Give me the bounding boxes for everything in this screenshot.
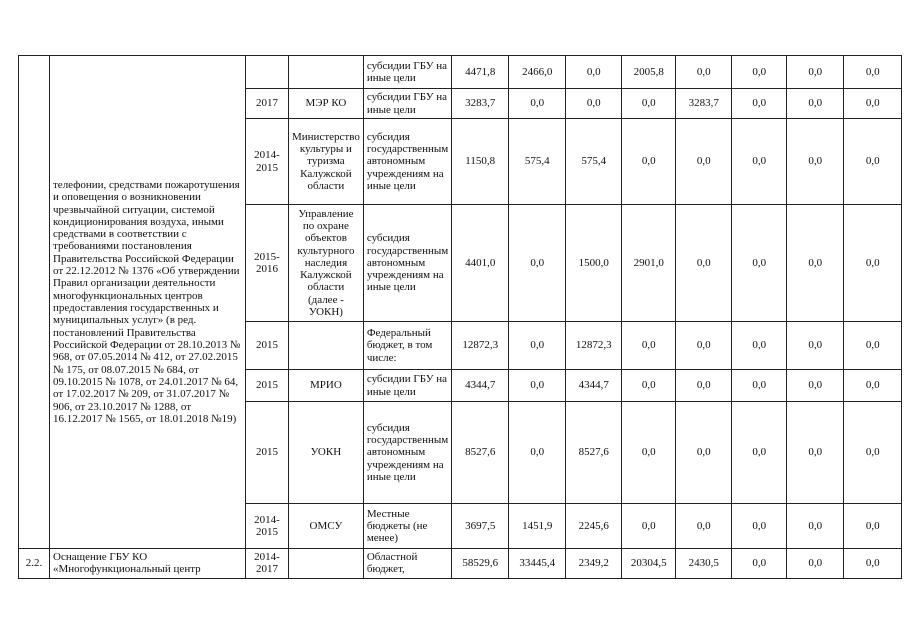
value-cell: 0,0 xyxy=(509,370,566,402)
executor-cell xyxy=(289,322,364,370)
value-cell: 0,0 xyxy=(787,205,844,322)
value-cell: 2349,2 xyxy=(566,549,622,579)
executor-cell: МРИО xyxy=(289,370,364,402)
value-cell: 2901,0 xyxy=(622,205,676,322)
value-cell: 0,0 xyxy=(622,504,676,549)
value-cell: 0,0 xyxy=(844,56,902,89)
value-cell: 575,4 xyxy=(509,119,566,205)
value-cell: 0,0 xyxy=(844,119,902,205)
value-cell: 1451,9 xyxy=(509,504,566,549)
value-cell: 0,0 xyxy=(566,89,622,119)
value-cell: 0,0 xyxy=(676,402,732,504)
value-cell: 2466,0 xyxy=(509,56,566,89)
value-cell: 0,0 xyxy=(787,56,844,89)
value-cell: 0,0 xyxy=(676,119,732,205)
value-cell: 0,0 xyxy=(844,549,902,579)
executor-cell xyxy=(289,56,364,89)
value-cell: 0,0 xyxy=(787,89,844,119)
value-cell: 0,0 xyxy=(732,56,787,89)
year-cell: 2014-2015 xyxy=(246,119,289,205)
value-cell: 58529,6 xyxy=(452,549,509,579)
value-cell: 4401,0 xyxy=(452,205,509,322)
value-cell: 0,0 xyxy=(622,370,676,402)
program-funding-table xyxy=(18,55,902,579)
executor-cell: Министерство культуры и туризма Калужской области xyxy=(289,119,364,205)
measure-description: телефонии, средствами пожаротушения и оповещения о возникновении чрезвычайной ситуации, системой кондиционирования воздуха, иными средствами в соответствии с требованиями постановления Правительства Российской Федерации от 22.12.2012 № 1376 «Об утверждении Правил организации деятельности многофункциональных центров предоставления государственных и муниципальных услуг» (в ред. постановлений Правительства Российской Федерации от 28.10.2013 № 968, от 07.05.2014 № 412, от 27.02.2015 № 175, от 08.07.2015 № 684, от 09.10.2015 № 1078, от 24.01.2017 № 64, от 17.02.2017 № 209, от 31.07.2017 № 906, от 23.10.2017 № 1288, от 16.12.2017 № 1565, от 18.01.2018 №19) xyxy=(50,56,246,549)
value-cell: 4344,7 xyxy=(452,370,509,402)
value-cell: 0,0 xyxy=(622,89,676,119)
funding-source-cell: субсидии ГБУ на иные цели xyxy=(363,56,451,89)
table-row xyxy=(19,56,902,89)
executor-cell xyxy=(289,549,364,579)
value-cell: 0,0 xyxy=(509,322,566,370)
value-cell: 8527,6 xyxy=(452,402,509,504)
year-cell: 2017 xyxy=(246,89,289,119)
funding-source-cell: субсидия государственным автономным учреждениям на иные цели xyxy=(363,119,451,205)
row-number-cell: 2.2. xyxy=(19,549,50,579)
value-cell: 0,0 xyxy=(787,322,844,370)
value-cell: 3283,7 xyxy=(452,89,509,119)
value-cell: 0,0 xyxy=(787,549,844,579)
year-cell: 2015-2016 xyxy=(246,205,289,322)
value-cell: 0,0 xyxy=(787,119,844,205)
value-cell: 4471,8 xyxy=(452,56,509,89)
value-cell: 2430,5 xyxy=(676,549,732,579)
value-cell: 0,0 xyxy=(732,402,787,504)
value-cell: 0,0 xyxy=(732,370,787,402)
value-cell: 0,0 xyxy=(622,402,676,504)
value-cell: 0,0 xyxy=(509,402,566,504)
funding-source-cell: Местные бюджеты (не менее) xyxy=(363,504,451,549)
value-cell: 0,0 xyxy=(844,322,902,370)
value-cell: 12872,3 xyxy=(566,322,622,370)
funding-source-cell: Федеральный бюджет, в том числе: xyxy=(363,322,451,370)
value-cell: 20304,5 xyxy=(622,549,676,579)
funding-source-cell: Областной бюджет, xyxy=(363,549,451,579)
value-cell: 3283,7 xyxy=(676,89,732,119)
executor-cell: МЭР КО xyxy=(289,89,364,119)
year-cell: 2015 xyxy=(246,322,289,370)
value-cell: 0,0 xyxy=(622,119,676,205)
funding-source-cell: субсидия государственным автономным учреждениям на иные цели xyxy=(363,402,451,504)
value-cell: 0,0 xyxy=(787,370,844,402)
executor-cell: Управление по охране объектов культурного наследия Калужской области (далее - УОКН) xyxy=(289,205,364,322)
value-cell: 12872,3 xyxy=(452,322,509,370)
value-cell: 0,0 xyxy=(676,205,732,322)
value-cell: 575,4 xyxy=(566,119,622,205)
value-cell: 0,0 xyxy=(787,504,844,549)
executor-cell: ОМСУ xyxy=(289,504,364,549)
value-cell: 0,0 xyxy=(844,504,902,549)
value-cell: 0,0 xyxy=(844,89,902,119)
value-cell: 0,0 xyxy=(732,504,787,549)
value-cell: 0,0 xyxy=(676,322,732,370)
value-cell: 0,0 xyxy=(622,322,676,370)
value-cell: 4344,7 xyxy=(566,370,622,402)
value-cell: 0,0 xyxy=(844,205,902,322)
year-cell xyxy=(246,56,289,89)
value-cell: 8527,6 xyxy=(566,402,622,504)
value-cell: 0,0 xyxy=(676,370,732,402)
value-cell: 0,0 xyxy=(844,370,902,402)
value-cell: 2005,8 xyxy=(622,56,676,89)
executor-cell: УОКН xyxy=(289,402,364,504)
value-cell: 0,0 xyxy=(509,205,566,322)
table-row xyxy=(19,549,902,579)
measure-description: Оснащение ГБУ КО «Многофункциональный центр xyxy=(50,549,246,579)
value-cell: 0,0 xyxy=(676,504,732,549)
value-cell: 0,0 xyxy=(787,402,844,504)
value-cell: 0,0 xyxy=(844,402,902,504)
value-cell: 0,0 xyxy=(566,56,622,89)
value-cell: 0,0 xyxy=(732,549,787,579)
year-cell: 2014-2015 xyxy=(246,504,289,549)
funding-source-cell: субсидии ГБУ на иные цели xyxy=(363,89,451,119)
value-cell: 2245,6 xyxy=(566,504,622,549)
funding-source-cell: субсидии ГБУ на иные цели xyxy=(363,370,451,402)
value-cell: 33445,4 xyxy=(509,549,566,579)
value-cell: 0,0 xyxy=(732,322,787,370)
value-cell: 0,0 xyxy=(732,89,787,119)
funding-source-cell: субсидия государственным автономным учреждениям на иные цели xyxy=(363,205,451,322)
value-cell: 0,0 xyxy=(732,205,787,322)
value-cell: 0,0 xyxy=(732,119,787,205)
value-cell: 1150,8 xyxy=(452,119,509,205)
value-cell: 3697,5 xyxy=(452,504,509,549)
row-number-cell xyxy=(19,56,50,549)
year-cell: 2015 xyxy=(246,402,289,504)
value-cell: 1500,0 xyxy=(566,205,622,322)
year-cell: 2015 xyxy=(246,370,289,402)
value-cell: 0,0 xyxy=(509,89,566,119)
year-cell: 2014-2017 xyxy=(246,549,289,579)
value-cell: 0,0 xyxy=(676,56,732,89)
